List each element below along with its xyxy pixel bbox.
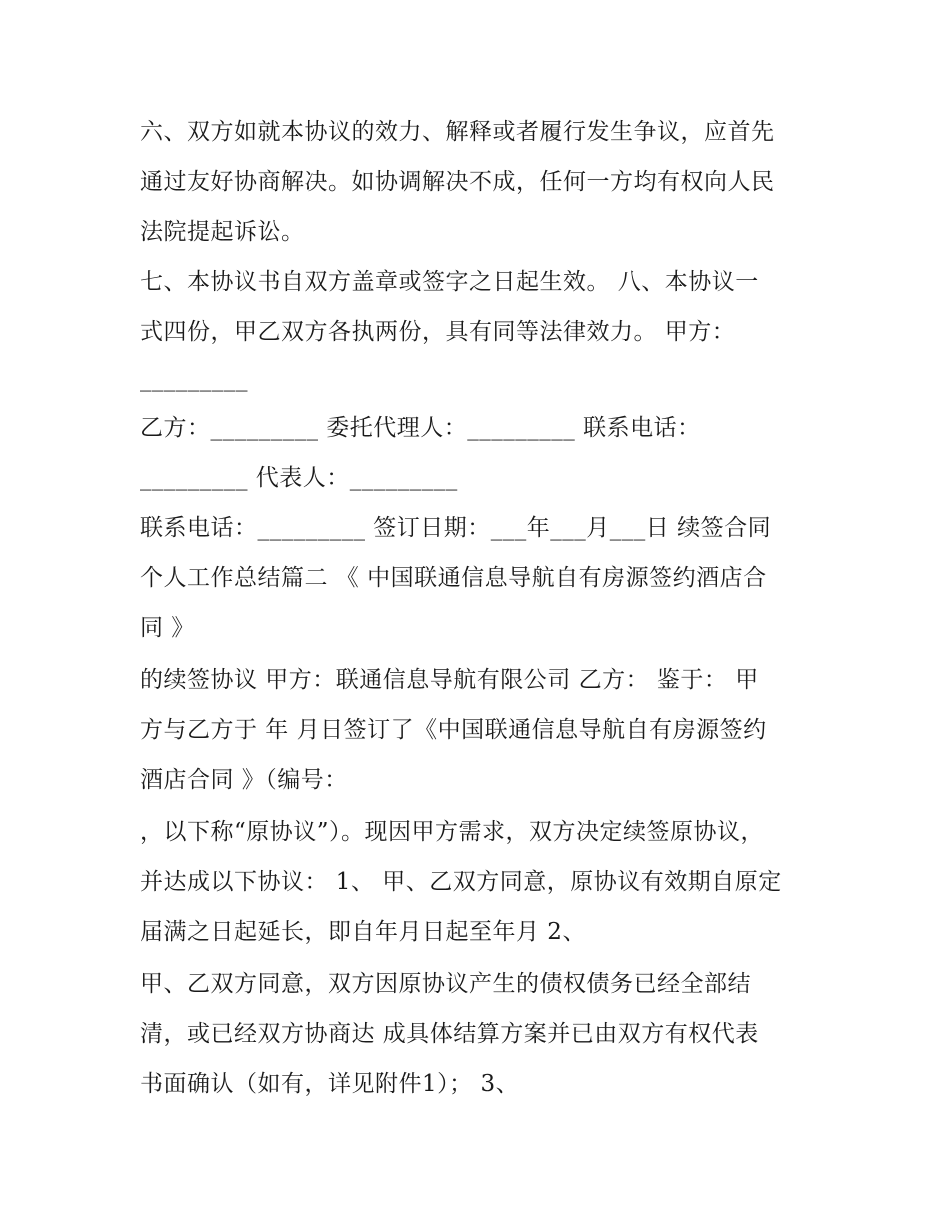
signature-blank-line: _________ [140,366,248,392]
text-line: 六、双方如就本协议的效力、解释或者履行发生争议，应首先 [140,119,775,145]
text-line: 酒店合同 》（编号： [140,767,348,793]
text-line: 七、本协议书自双方盖章或签字之日起生效。 八、本协议一 [140,269,759,295]
text-line: _________ 代表人：_________ [140,465,458,491]
text-line: 甲、乙双方同意，双方因原协议产生的债权债务已经全部结 [140,971,751,997]
text-line: 书面确认（如有，详见附件1）； 3、 [140,1071,520,1097]
text-line: 清，或已经双方协商达 成具体结算方案并已由双方有权代表 [140,1021,759,1047]
text-line: 个人工作总结篇二 《 中国联通信息导航自有房源签约酒店合 [140,565,767,591]
text-line: 并达成以下协议： 1、 甲、乙双方同意，原协议有效期自原定 [140,869,782,895]
text-line: 法院提起诉讼。 [140,219,305,245]
text-line: 联系电话：_________ 签订日期：___年___月___日 续签合同 [140,515,772,541]
text-line: 乙方：_________ 委托代理人：_________ 联系电话： [140,415,701,441]
text-line: 届满之日起延长，即自年月日起至年月 2、 [140,919,586,945]
text-line: 方与乙方于 年 月日签订了《中国联通信息导航自有房源签约 [140,717,767,743]
text-line: 式四份，甲乙双方各执两份，具有同等法律效力。 甲方： [140,319,736,345]
text-line: 同 》 [140,615,195,641]
text-line: ，以下称“原协议”）。现因甲方需求，双方决定续签原协议， [140,819,765,845]
text-line: 的续签协议 甲方：联通信息导航有限公司 乙方： 鉴于： 甲 [140,667,759,693]
text-line: 通过友好协商解决。如协调解决不成，任何一方均有权向人民 [140,169,775,195]
